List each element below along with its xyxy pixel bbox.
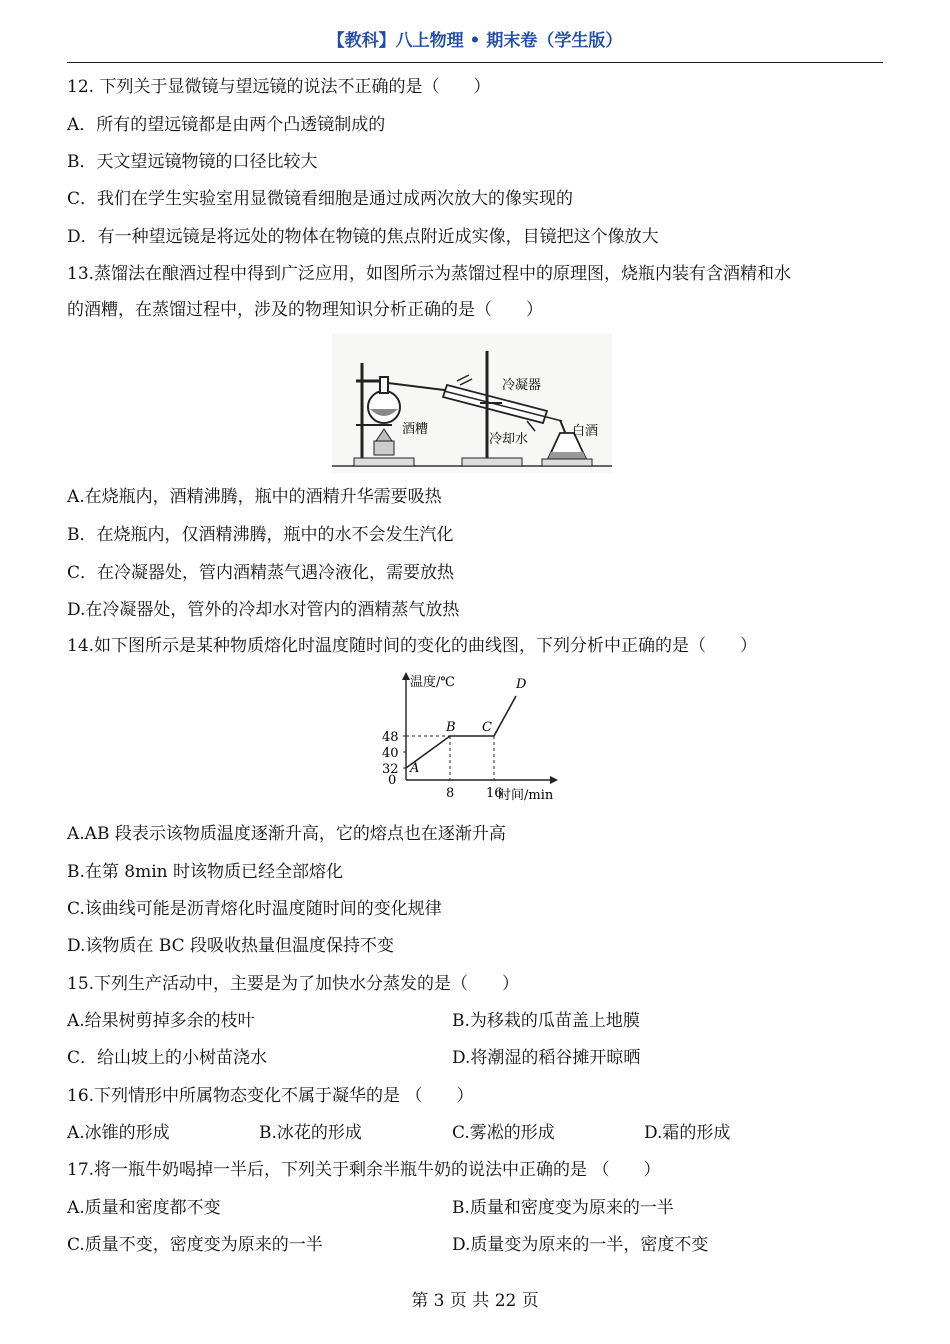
point-label-b: B [446, 720, 456, 735]
page-number: 第 3 页 共 22 页 [411, 1291, 539, 1311]
q17-option-c: C.质量不变，密度变为原来的一半 [67, 1235, 323, 1255]
q13-option-c: C．在冷凝器处，管内酒精蒸气遇冷液化，需要放热 [67, 563, 455, 583]
label-cooling-water: 冷却水 [489, 432, 529, 447]
q17-stem: 17.将一瓶牛奶喝掉一半后，下列关于剩余半瓶牛奶的说法中正确的是 （ ） [67, 1160, 661, 1180]
q16-option-d: D.霜的形成 [644, 1123, 731, 1143]
q15-option-d: D.将潮湿的稻谷摊开晾晒 [452, 1048, 641, 1068]
q13-option-a: A.在烧瓶内，酒精沸腾，瓶中的酒精升华需要吸热 [67, 487, 442, 507]
y-axis-label: 温度/℃ [410, 675, 455, 690]
distillation-figure [332, 333, 612, 473]
q15-stem: 15.下列生产活动中，主要是为了加快水分蒸发的是（ ） [67, 974, 520, 994]
q17-option-a: A.质量和密度都不变 [67, 1198, 221, 1218]
y-tick-label: 32 [382, 762, 399, 777]
q16-stem: 16.下列情形中所属物态变化不属于凝华的是 （ ） [67, 1086, 474, 1106]
q12-stem: 12. 下列关于显微镜与望远镜的说法不正确的是（ ） [67, 77, 491, 97]
q12-option-d: D．有一种望远镜是将远处的物体在物镜的焦点附近成实像，目镜把这个像放大 [67, 227, 659, 247]
y-tick-label: 48 [382, 730, 399, 745]
q12-option-b: B．天文望远镜物镜的口径比较大 [67, 152, 318, 172]
q14-option-b: B.在第 8min 时该物质已经全部熔化 [67, 862, 344, 882]
x-axis-arrow [550, 776, 558, 784]
point-label-c: C [482, 720, 492, 735]
point-label-a: A [410, 761, 420, 776]
q15-option-c: C．给山坡上的小树苗浇水 [67, 1048, 268, 1068]
q14-option-c: C.该曲线可能是沥青熔化时温度随时间的变化规律 [67, 899, 442, 919]
x-tick-label: 16 [486, 786, 503, 801]
q14-option-d: D.该物质在 BC 段吸收热量但温度保持不变 [67, 936, 395, 956]
q15-option-b: B.为移栽的瓜苗盖上地膜 [452, 1011, 640, 1031]
q14-stem: 14.如下图所示是某种物质熔化时温度随时间的变化的曲线图，下列分析中正确的是（ ） [67, 636, 758, 656]
q12-option-c: C．我们在学生实验室用显微镜看细胞是通过成两次放大的像实现的 [67, 189, 574, 209]
y-tick-label: 40 [382, 746, 399, 761]
header-divider [67, 62, 883, 63]
q13-stem-line2: 的酒糟，在蒸馏过程中，涉及的物理知识分析正确的是（ ） [67, 300, 543, 320]
label-mash: 酒糟 [402, 422, 429, 437]
q13-option-b: B．在烧瓶内，仅酒精沸腾，瓶中的水不会发生汽化 [67, 525, 454, 545]
melting-curve-chart [376, 668, 566, 808]
q15-option-a: A.给果树剪掉多余的枝叶 [67, 1011, 255, 1031]
q16-option-c: C.雾凇的形成 [452, 1123, 555, 1143]
label-liquor: 白酒 [572, 424, 599, 439]
label-condenser: 冷凝器 [502, 378, 542, 393]
temperature-curve [406, 696, 516, 768]
q14-option-a: A.AB 段表示该物质温度逐渐升高，它的熔点也在逐渐升高 [67, 824, 506, 844]
q12-option-a: A．所有的望远镜都是由两个凸透镜制成的 [67, 115, 386, 135]
q17-option-d: D.质量变为原来的一半，密度不变 [452, 1235, 709, 1255]
x-axis-label: 时间/min [498, 788, 554, 803]
q16-option-b: B.冰花的形成 [259, 1123, 362, 1143]
point-label-d: D [516, 677, 527, 692]
y-axis-arrow [402, 672, 410, 680]
q17-option-b: B.质量和密度变为原来的一半 [452, 1198, 674, 1218]
q13-stem-line1: 13.蒸馏法在酿酒过程中得到广泛应用，如图所示为蒸馏过程中的原理图，烧瓶内装有含酒精和水 [67, 264, 792, 284]
page-header: 【教科】八上物理 • 期末卷（学生版） [327, 31, 623, 51]
x-tick-label: 8 [446, 786, 455, 801]
q16-option-a: A.冰锥的形成 [67, 1123, 170, 1143]
origin-label: 0 [388, 773, 397, 788]
q13-option-d: D.在冷凝器处，管外的冷却水对管内的酒精蒸气放热 [67, 600, 460, 620]
